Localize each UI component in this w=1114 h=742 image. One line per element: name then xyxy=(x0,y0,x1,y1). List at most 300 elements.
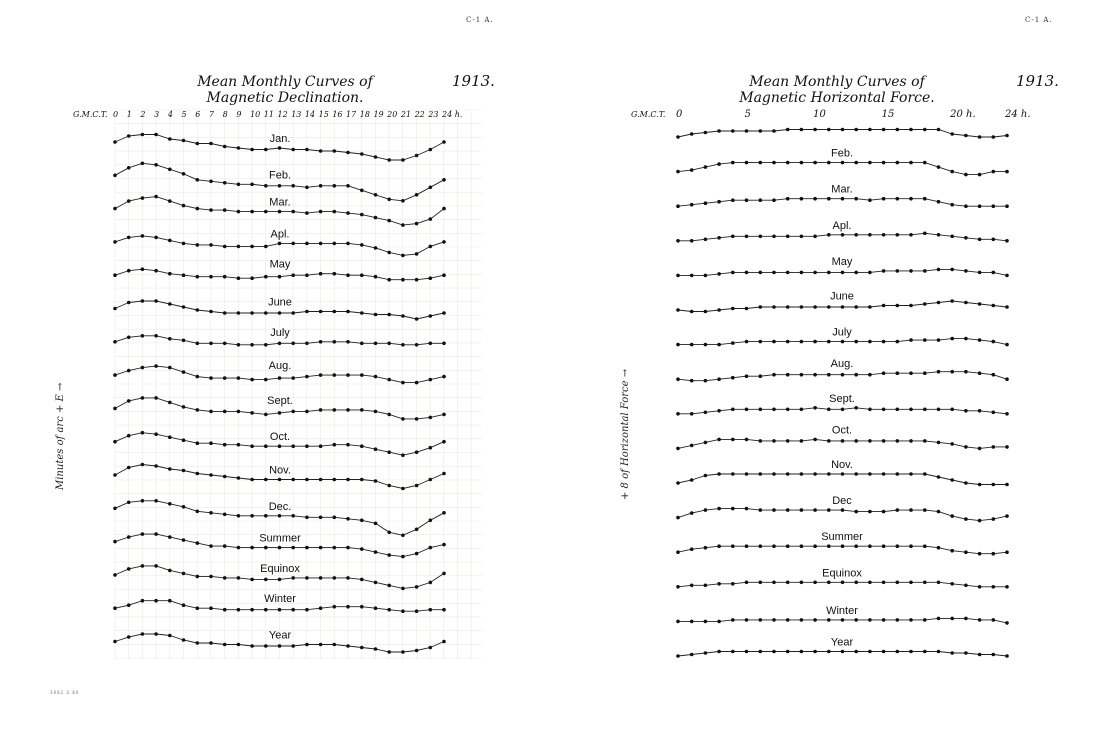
data-point xyxy=(346,605,350,609)
x-tick-label: 9 xyxy=(236,110,242,119)
data-point xyxy=(168,366,172,370)
printer-mark: 3982 S.80 xyxy=(50,690,80,695)
data-point xyxy=(429,245,433,249)
data-point xyxy=(676,343,680,347)
data-point xyxy=(759,508,763,512)
x-tick-label: 20 h. xyxy=(950,109,976,120)
data-point xyxy=(305,410,309,414)
data-point xyxy=(731,307,735,311)
data-point xyxy=(964,409,968,413)
data-point xyxy=(401,381,405,385)
data-point xyxy=(909,544,913,548)
data-point xyxy=(127,236,131,240)
data-point xyxy=(250,444,254,448)
series-label: Feb. xyxy=(268,169,292,182)
data-point xyxy=(442,178,446,182)
data-point xyxy=(182,572,186,576)
data-point xyxy=(154,334,158,338)
data-point xyxy=(978,271,982,275)
data-point xyxy=(442,413,446,417)
data-point xyxy=(237,183,241,187)
data-point xyxy=(360,478,364,482)
data-point xyxy=(813,235,817,239)
data-point xyxy=(882,128,886,132)
data-point xyxy=(374,479,378,483)
data-point xyxy=(1005,483,1009,487)
data-point xyxy=(964,517,968,521)
data-point xyxy=(154,499,158,503)
data-point xyxy=(786,128,790,132)
data-point xyxy=(704,651,708,655)
data-point xyxy=(937,510,941,514)
series-1 xyxy=(676,128,1009,139)
data-point xyxy=(800,508,804,512)
data-point xyxy=(237,210,241,214)
data-point xyxy=(360,646,364,650)
data-point xyxy=(223,443,227,447)
data-point xyxy=(896,408,900,412)
data-point xyxy=(113,307,117,311)
data-point xyxy=(209,180,213,184)
data-point xyxy=(250,276,254,280)
data-point xyxy=(800,271,804,275)
data-point xyxy=(964,445,968,449)
data-point xyxy=(964,337,968,341)
data-point xyxy=(704,411,708,415)
data-point xyxy=(896,269,900,273)
x-tick-label: 4 xyxy=(167,110,173,119)
data-point xyxy=(250,608,254,612)
data-point xyxy=(291,148,295,152)
data-point xyxy=(772,650,776,654)
data-point xyxy=(264,644,268,648)
data-point xyxy=(333,605,337,609)
data-point xyxy=(772,581,776,585)
data-point xyxy=(704,546,708,550)
data-point xyxy=(896,544,900,548)
data-point xyxy=(978,409,982,413)
data-point xyxy=(745,374,749,378)
data-point xyxy=(854,472,858,476)
data-point xyxy=(759,235,763,239)
x-tick-label: 23 xyxy=(428,110,439,119)
data-point xyxy=(278,546,282,550)
data-point xyxy=(387,198,391,202)
data-point xyxy=(223,311,227,315)
data-point xyxy=(704,441,708,445)
series-label: Oct. xyxy=(831,424,853,437)
data-point xyxy=(717,272,721,276)
series-label: Mar. xyxy=(831,183,853,196)
data-point xyxy=(278,146,282,150)
data-point xyxy=(182,370,186,374)
data-point xyxy=(209,606,213,610)
series-label: Nov. xyxy=(269,464,291,477)
data-point xyxy=(305,516,309,520)
data-point xyxy=(950,442,954,446)
series-label: July xyxy=(832,326,852,339)
data-point xyxy=(223,245,227,249)
data-point xyxy=(168,401,172,405)
data-point xyxy=(909,269,913,273)
data-point xyxy=(196,178,200,182)
data-point xyxy=(868,340,872,344)
data-point xyxy=(182,469,186,473)
data-point xyxy=(813,650,817,654)
data-point xyxy=(882,197,886,201)
data-point xyxy=(923,508,927,512)
data-point xyxy=(827,508,831,512)
data-point xyxy=(745,472,749,476)
x-tick-label: 24 h. xyxy=(1005,109,1031,120)
data-point xyxy=(442,140,446,144)
data-point xyxy=(374,447,378,451)
data-point xyxy=(291,273,295,277)
data-point xyxy=(978,338,982,342)
data-point xyxy=(374,522,378,526)
data-point xyxy=(786,340,790,344)
data-point xyxy=(841,581,845,585)
data-point xyxy=(1005,239,1009,243)
data-point xyxy=(168,634,172,638)
data-point xyxy=(1005,274,1009,278)
data-point xyxy=(882,340,886,344)
data-point xyxy=(127,336,131,340)
data-point xyxy=(264,478,268,482)
data-point xyxy=(896,233,900,237)
data-point xyxy=(854,618,858,622)
data-point xyxy=(113,174,117,178)
data-point xyxy=(154,133,158,137)
data-point xyxy=(127,501,131,505)
data-point xyxy=(992,411,996,415)
data-point xyxy=(141,196,145,200)
data-point xyxy=(759,408,763,412)
data-point xyxy=(950,299,954,303)
data-point xyxy=(731,161,735,165)
data-point xyxy=(676,516,680,520)
x-tick-label: 0 xyxy=(113,110,119,119)
data-point xyxy=(374,410,378,414)
data-point xyxy=(127,434,131,438)
x-tick-label: 10 xyxy=(250,110,261,119)
data-point xyxy=(360,547,364,551)
data-point xyxy=(759,374,763,378)
data-point xyxy=(168,168,172,172)
data-point xyxy=(690,653,694,657)
data-point xyxy=(923,472,927,476)
series-4 xyxy=(676,220,1009,243)
data-point xyxy=(992,135,996,139)
data-point xyxy=(209,342,213,346)
data-point xyxy=(923,650,927,654)
data-point xyxy=(923,302,927,306)
data-point xyxy=(305,310,309,314)
data-point xyxy=(868,618,872,622)
data-point xyxy=(264,311,268,315)
data-point xyxy=(182,273,186,277)
data-point xyxy=(923,161,927,165)
data-point xyxy=(113,606,117,610)
data-point xyxy=(333,576,337,580)
data-point xyxy=(250,210,254,214)
data-point xyxy=(978,173,982,177)
data-point xyxy=(333,310,337,314)
x-tick-label: 18 xyxy=(359,110,370,119)
data-point xyxy=(717,544,721,548)
data-point xyxy=(374,606,378,610)
data-point xyxy=(992,170,996,174)
plate-label: C-1 A. xyxy=(466,16,494,24)
data-point xyxy=(264,546,268,550)
data-point xyxy=(291,644,295,648)
data-point xyxy=(319,516,323,520)
data-point xyxy=(690,620,694,624)
data-point xyxy=(704,508,708,512)
data-point xyxy=(854,271,858,275)
data-point xyxy=(841,650,845,654)
data-point xyxy=(841,340,845,344)
data-point xyxy=(141,564,145,568)
data-point xyxy=(319,606,323,610)
series-label: Dec xyxy=(832,495,852,508)
x-tick-label: 0 xyxy=(676,109,683,120)
data-point xyxy=(182,438,186,442)
data-point xyxy=(319,478,323,482)
data-point xyxy=(319,643,323,647)
data-point xyxy=(868,305,872,309)
data-point xyxy=(964,370,968,374)
data-point xyxy=(141,632,145,636)
data-point xyxy=(154,396,158,400)
data-point xyxy=(442,640,446,644)
data-point xyxy=(992,552,996,556)
data-point xyxy=(909,304,913,308)
data-point xyxy=(387,531,391,535)
data-point xyxy=(717,582,721,586)
data-point xyxy=(896,508,900,512)
data-point xyxy=(827,439,831,443)
data-point xyxy=(704,474,708,478)
data-point xyxy=(360,342,364,346)
data-point xyxy=(113,207,117,211)
data-point xyxy=(841,128,845,132)
data-point xyxy=(882,408,886,412)
data-point xyxy=(950,203,954,207)
data-point xyxy=(731,376,735,380)
data-point xyxy=(250,343,254,347)
data-point xyxy=(964,617,968,621)
data-point xyxy=(964,269,968,273)
data-point xyxy=(278,444,282,448)
data-point xyxy=(704,343,708,347)
data-point xyxy=(264,378,268,382)
data-point xyxy=(772,271,776,275)
data-point xyxy=(141,532,145,536)
data-point xyxy=(209,473,213,477)
data-point xyxy=(676,170,680,174)
data-point xyxy=(841,233,845,237)
data-point xyxy=(429,608,433,612)
data-point xyxy=(964,651,968,655)
data-point xyxy=(731,129,735,133)
data-point xyxy=(690,168,694,172)
data-point xyxy=(950,408,954,412)
data-point xyxy=(346,310,350,314)
data-point xyxy=(731,544,735,548)
data-point xyxy=(690,444,694,448)
data-point xyxy=(745,198,749,202)
data-point xyxy=(690,132,694,136)
data-point xyxy=(717,377,721,381)
data-point xyxy=(278,311,282,315)
data-point xyxy=(937,581,941,585)
data-point xyxy=(168,535,172,539)
data-point xyxy=(223,376,227,380)
data-point xyxy=(937,200,941,204)
data-point xyxy=(676,620,680,624)
data-point xyxy=(305,211,309,215)
data-point xyxy=(759,161,763,165)
data-point xyxy=(731,235,735,239)
data-point xyxy=(786,439,790,443)
series-label: June xyxy=(268,296,292,309)
series-8 xyxy=(676,358,1009,382)
data-point xyxy=(1005,550,1009,554)
data-point xyxy=(182,204,186,208)
data-point xyxy=(800,128,804,132)
data-point xyxy=(223,513,227,517)
data-point xyxy=(223,544,227,548)
data-point xyxy=(196,308,200,312)
series-14 xyxy=(676,567,1009,588)
data-point xyxy=(333,408,337,412)
data-point xyxy=(704,584,708,588)
data-point xyxy=(374,581,378,585)
data-point xyxy=(333,242,337,246)
data-point xyxy=(346,242,350,246)
data-point xyxy=(800,197,804,201)
series-label: Nov. xyxy=(831,459,853,471)
data-point xyxy=(196,243,200,247)
data-point xyxy=(827,305,831,309)
data-point xyxy=(950,235,954,239)
data-point xyxy=(786,235,790,239)
data-point xyxy=(786,472,790,476)
series-5 xyxy=(113,259,446,282)
data-point xyxy=(896,472,900,476)
data-point xyxy=(786,305,790,309)
data-point xyxy=(305,273,309,277)
data-point xyxy=(909,161,913,165)
data-point xyxy=(827,544,831,548)
data-point xyxy=(950,370,954,374)
data-point xyxy=(154,299,158,303)
data-point xyxy=(374,313,378,317)
data-point xyxy=(841,408,845,412)
y-axis-label: Minutes of arc + E → xyxy=(55,382,66,490)
data-point xyxy=(841,618,845,622)
data-point xyxy=(374,155,378,159)
data-point xyxy=(882,510,886,514)
data-point xyxy=(992,304,996,308)
data-point xyxy=(333,546,337,550)
data-point xyxy=(745,235,749,239)
data-point xyxy=(237,576,241,580)
data-point xyxy=(909,408,913,412)
data-point xyxy=(237,146,241,150)
data-point xyxy=(800,340,804,344)
data-point xyxy=(278,275,282,279)
data-point xyxy=(291,444,295,448)
series-line xyxy=(678,163,1007,175)
data-point xyxy=(333,643,337,647)
x-tick-label: 15 xyxy=(881,109,895,120)
data-point xyxy=(223,475,227,479)
data-point xyxy=(113,373,117,377)
data-point xyxy=(196,575,200,579)
chart-2 xyxy=(620,109,1031,658)
series-11 xyxy=(676,459,1009,486)
data-point xyxy=(374,550,378,554)
data-point xyxy=(759,198,763,202)
data-point xyxy=(868,198,872,202)
data-point xyxy=(717,507,721,511)
data-point xyxy=(1005,445,1009,449)
data-point xyxy=(333,184,337,188)
data-point xyxy=(676,239,680,243)
data-point xyxy=(992,373,996,377)
x-tick-label: 6 xyxy=(195,110,201,119)
data-point xyxy=(950,337,954,341)
data-point xyxy=(676,585,680,589)
data-point xyxy=(333,149,337,153)
data-point xyxy=(896,128,900,132)
data-point xyxy=(896,304,900,308)
chart-1 xyxy=(55,110,482,660)
data-point xyxy=(717,162,721,166)
data-point xyxy=(442,207,446,211)
title-line-2: Magnetic Horizontal Force. xyxy=(739,90,935,106)
data-point xyxy=(923,128,927,132)
data-point xyxy=(415,417,419,421)
data-point xyxy=(141,234,145,238)
x-tick-label: 15 xyxy=(318,110,329,119)
data-point xyxy=(223,275,227,279)
data-point xyxy=(813,581,817,585)
data-point xyxy=(127,535,131,539)
data-point xyxy=(704,620,708,624)
data-point xyxy=(291,311,295,315)
series-label: Mar. xyxy=(269,196,291,209)
data-point xyxy=(278,578,282,582)
data-point xyxy=(717,620,721,624)
data-point xyxy=(992,271,996,275)
x-tick-label: 17 xyxy=(346,110,357,119)
data-point xyxy=(387,219,391,223)
data-point xyxy=(854,406,858,410)
data-point xyxy=(305,242,309,246)
data-point xyxy=(896,439,900,443)
data-point xyxy=(223,181,227,185)
data-point xyxy=(964,301,968,305)
data-point xyxy=(127,166,131,170)
data-point xyxy=(182,405,186,409)
data-point xyxy=(209,575,213,579)
data-point xyxy=(937,650,941,654)
data-point xyxy=(333,340,337,344)
data-point xyxy=(442,511,446,515)
